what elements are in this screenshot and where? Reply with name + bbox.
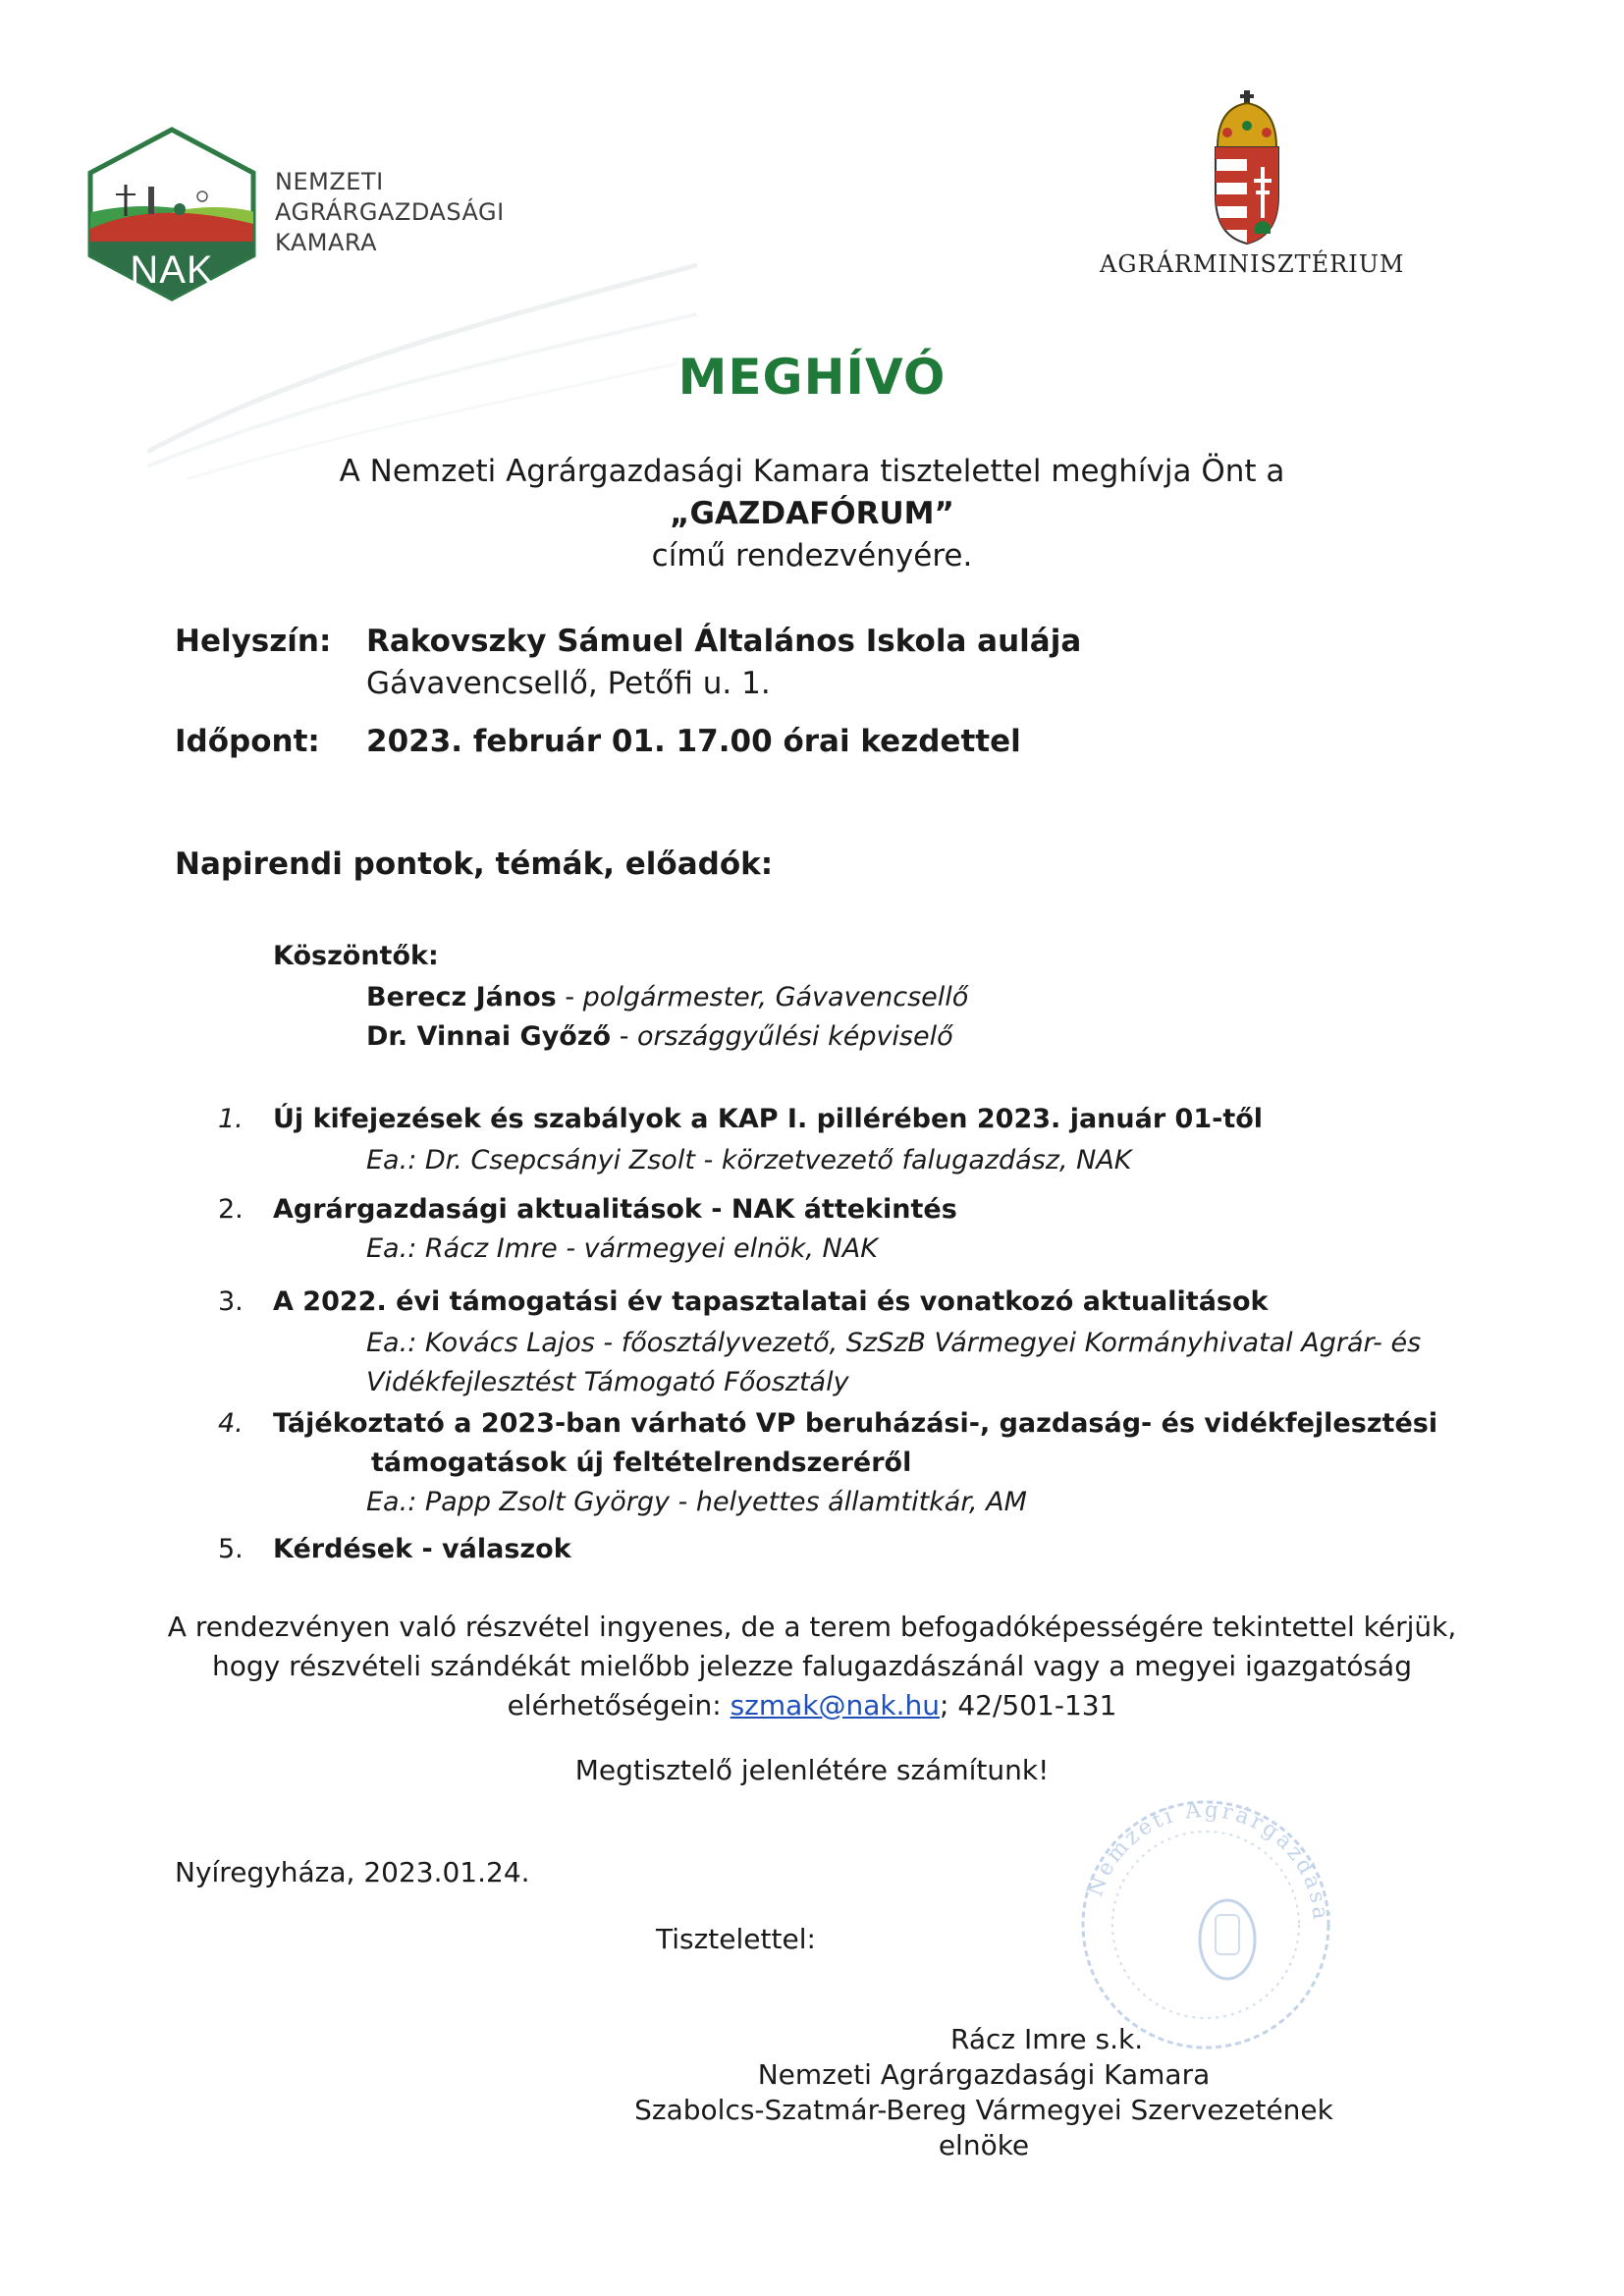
agenda-item-3-number: 3. (218, 1286, 244, 1317)
greeter-2 (366, 1021, 953, 1052)
greetings-label: Köszöntők: (273, 941, 439, 971)
time-value: 2023. február 01. 17.00 órai kezdettel (366, 724, 1021, 759)
signer-org-2: Szabolcs-Szatmár-Bereg Vármegyei Szervezetének (634, 2094, 1333, 2126)
nak-logo (86, 126, 258, 302)
nak-logo-text (275, 167, 505, 258)
notice-line-2: hogy részvételi szándékát mielőbb jelezze falugazdászánál vagy a megyei igazgatóság (212, 1650, 1412, 1682)
logo-line-3: KAMARA (275, 229, 377, 256)
greeter-1 (366, 982, 968, 1012)
agenda-heading: Napirendi pontok, témák, előadók: (175, 847, 774, 882)
agenda-item-4-speaker: Ea.: Papp Zsolt György - helyettes államtitkár, AM (366, 1487, 1027, 1517)
agenda-item-3-title: A 2022. évi támogatási év tapasztalatai és vonatkozó aktualitások (273, 1286, 1269, 1317)
signer-org-1: Nemzeti Agrárgazdasági Kamara (757, 2058, 1211, 2091)
agenda-item-4-title: Tájékoztató a 2023-ban várható VP beruházási-, gazdaság- és vidékfejlesztési (273, 1408, 1438, 1439)
nak-logo-mark (86, 126, 258, 302)
logo-line-1: NEMZETI (275, 168, 384, 195)
location-line-1: Rakovszky Sámuel Általános Iskola aulája (366, 624, 1082, 659)
signer-title: elnöke (938, 2129, 1030, 2161)
ministry-name: AGRÁRMINISZTÉRIUM (1100, 250, 1405, 278)
notice-line-1: A rendezvényen való részvétel ingyenes, de a terem befogadóképességére tekintettel kérjük, (167, 1611, 1457, 1643)
agenda-item-5-title: Kérdések - válaszok (273, 1534, 571, 1564)
agenda-item-1-title: Új kifejezések és szabályok a KAP I. pillérében 2023. január 01-től (273, 1104, 1264, 1134)
event-name: „GAZDAFÓRUM” (670, 496, 954, 531)
place-date: Nyíregyháza, 2023.01.24. (175, 1856, 530, 1888)
svg-text:Nemzeti Agrárgazdasági Kamara (1058, 1777, 1332, 1923)
logo-line-2: AGRÁRGAZDASÁGI (275, 198, 505, 226)
regards: Tisztelettel: (656, 1923, 816, 1955)
coat-of-arms-icon (1208, 88, 1286, 246)
agenda-item-1-number: 1. (218, 1104, 244, 1134)
agenda-item-3-speaker-cont: Vidékfejlesztést Támogató Főosztály (366, 1367, 849, 1397)
notice-phone: ; 42/501-131 (940, 1689, 1117, 1722)
greeter-role: polgármester, Gávavencsellő (582, 982, 969, 1012)
intro-line-1: A Nemzeti Agrárgazdasági Kamara tisztelettel meghívja Önt a (339, 454, 1285, 489)
location-line-2: Gávavencsellő, Petőfi u. 1. (366, 666, 771, 701)
greeter-name: Dr. Vinnai Győző (366, 1021, 612, 1052)
greeter-role: országgyűlési képviselő (637, 1021, 953, 1052)
nak-logo-letters: NAK (130, 248, 214, 292)
email-link[interactable]: szmak@nak.hu (730, 1689, 941, 1722)
agenda-item-3-speaker: Ea.: Kovács Lajos - főosztályvezető, SzSzB Vármegyei Kormányhivatal Agrár- és (366, 1328, 1422, 1358)
agenda-item-2-title: Agrárgazdasági aktualitások - NAK áttekintés (273, 1194, 957, 1225)
agenda-item-2-speaker: Ea.: Rácz Imre - vármegyei elnök, NAK (366, 1233, 878, 1264)
agenda-item-4-number: 4. (218, 1408, 244, 1439)
closing-line: Megtisztelő jelenlétére számítunk! (574, 1754, 1050, 1786)
page-title: MEGHÍVÓ (677, 349, 947, 406)
location-label: Helyszín: (175, 624, 332, 659)
agenda-item-1-speaker: Ea.: Dr. Csepcsányi Zsolt - körzetvezető falugazdász, NAK (366, 1145, 1132, 1175)
agenda-item-2-number: 2. (218, 1194, 244, 1225)
greeter-sep: - (611, 1021, 638, 1052)
signer-name: Rácz Imre s.k. (950, 2023, 1144, 2055)
notice-line-3 (0, 1689, 1624, 1722)
greeter-sep: - (556, 982, 583, 1012)
notice-contact-prefix: elérhetőségein: (507, 1689, 731, 1722)
time-label: Időpont: (175, 724, 320, 759)
intro-line-3: című rendezvényére. (651, 538, 973, 574)
agenda-item-5-number: 5. (218, 1534, 244, 1564)
greeter-name: Berecz János (366, 982, 557, 1012)
stamp-text: Nemzeti Agrárgazdasá (1083, 1797, 1333, 1924)
agenda-item-4-title-cont: támogatások új feltételrendszeréről (371, 1448, 912, 1478)
